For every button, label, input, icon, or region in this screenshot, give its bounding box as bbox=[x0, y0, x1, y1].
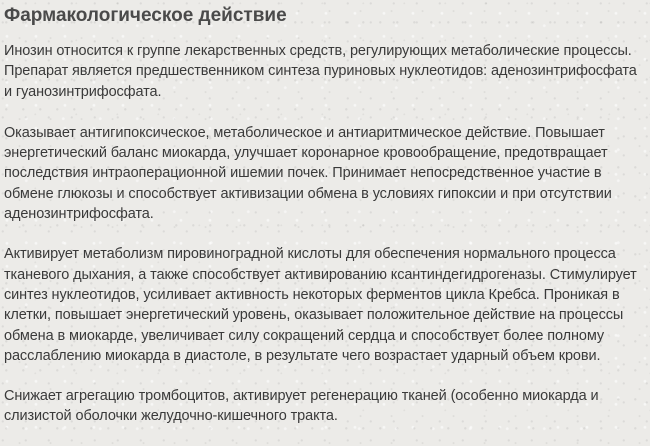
paragraph-1: Инозин относится к группе лекарственных средств, регулирующих метаболические процессы. Препарат является предшественником синтеза пуриновых нуклеотидов: аденозинтрифосфата и гуанозинтрифосфата. bbox=[4, 43, 637, 100]
article bbox=[4, 0, 648, 427]
section-title: Фармакологическое действие bbox=[4, 5, 287, 26]
paragraph-4: Снижает агрегацию тромбоцитов, активирует регенерацию тканей (особенно миокарда и слизистой оболочки желудочно-кишечного тракта. bbox=[4, 388, 599, 425]
paragraph-2: Оказывает антигипоксическое, метаболическое и антиаритмическое действие. Повышает энергетический баланс миокарда, улучшает коронарное кровообращение, предотвращает последствия интраоперационной ишемии почек. Принимает непосредственное участие в обмене глюкозы и способствует активизации обмена в условиях гипоксии и при отсутствии аденозинтрифосфата. bbox=[4, 124, 612, 223]
paragraph-3: Активирует метаболизм пировиноградной кислоты для обеспечения нормального процесса тканевого дыхания, а также способствует активированию ксантиндегидрогеназы. Стимулирует синтез нуклеотидов, усиливает активность некоторых ферментов цикла Кребса. Проникая в клетки, повышает энергетический уровень, оказывает положительное действие на процессы обмена в миокарде, увеличивает силу сокращений сердца и способствует более полному расслаблению миокарда в диастоле, в результате чего возрастает ударный объем крови. bbox=[4, 246, 637, 364]
